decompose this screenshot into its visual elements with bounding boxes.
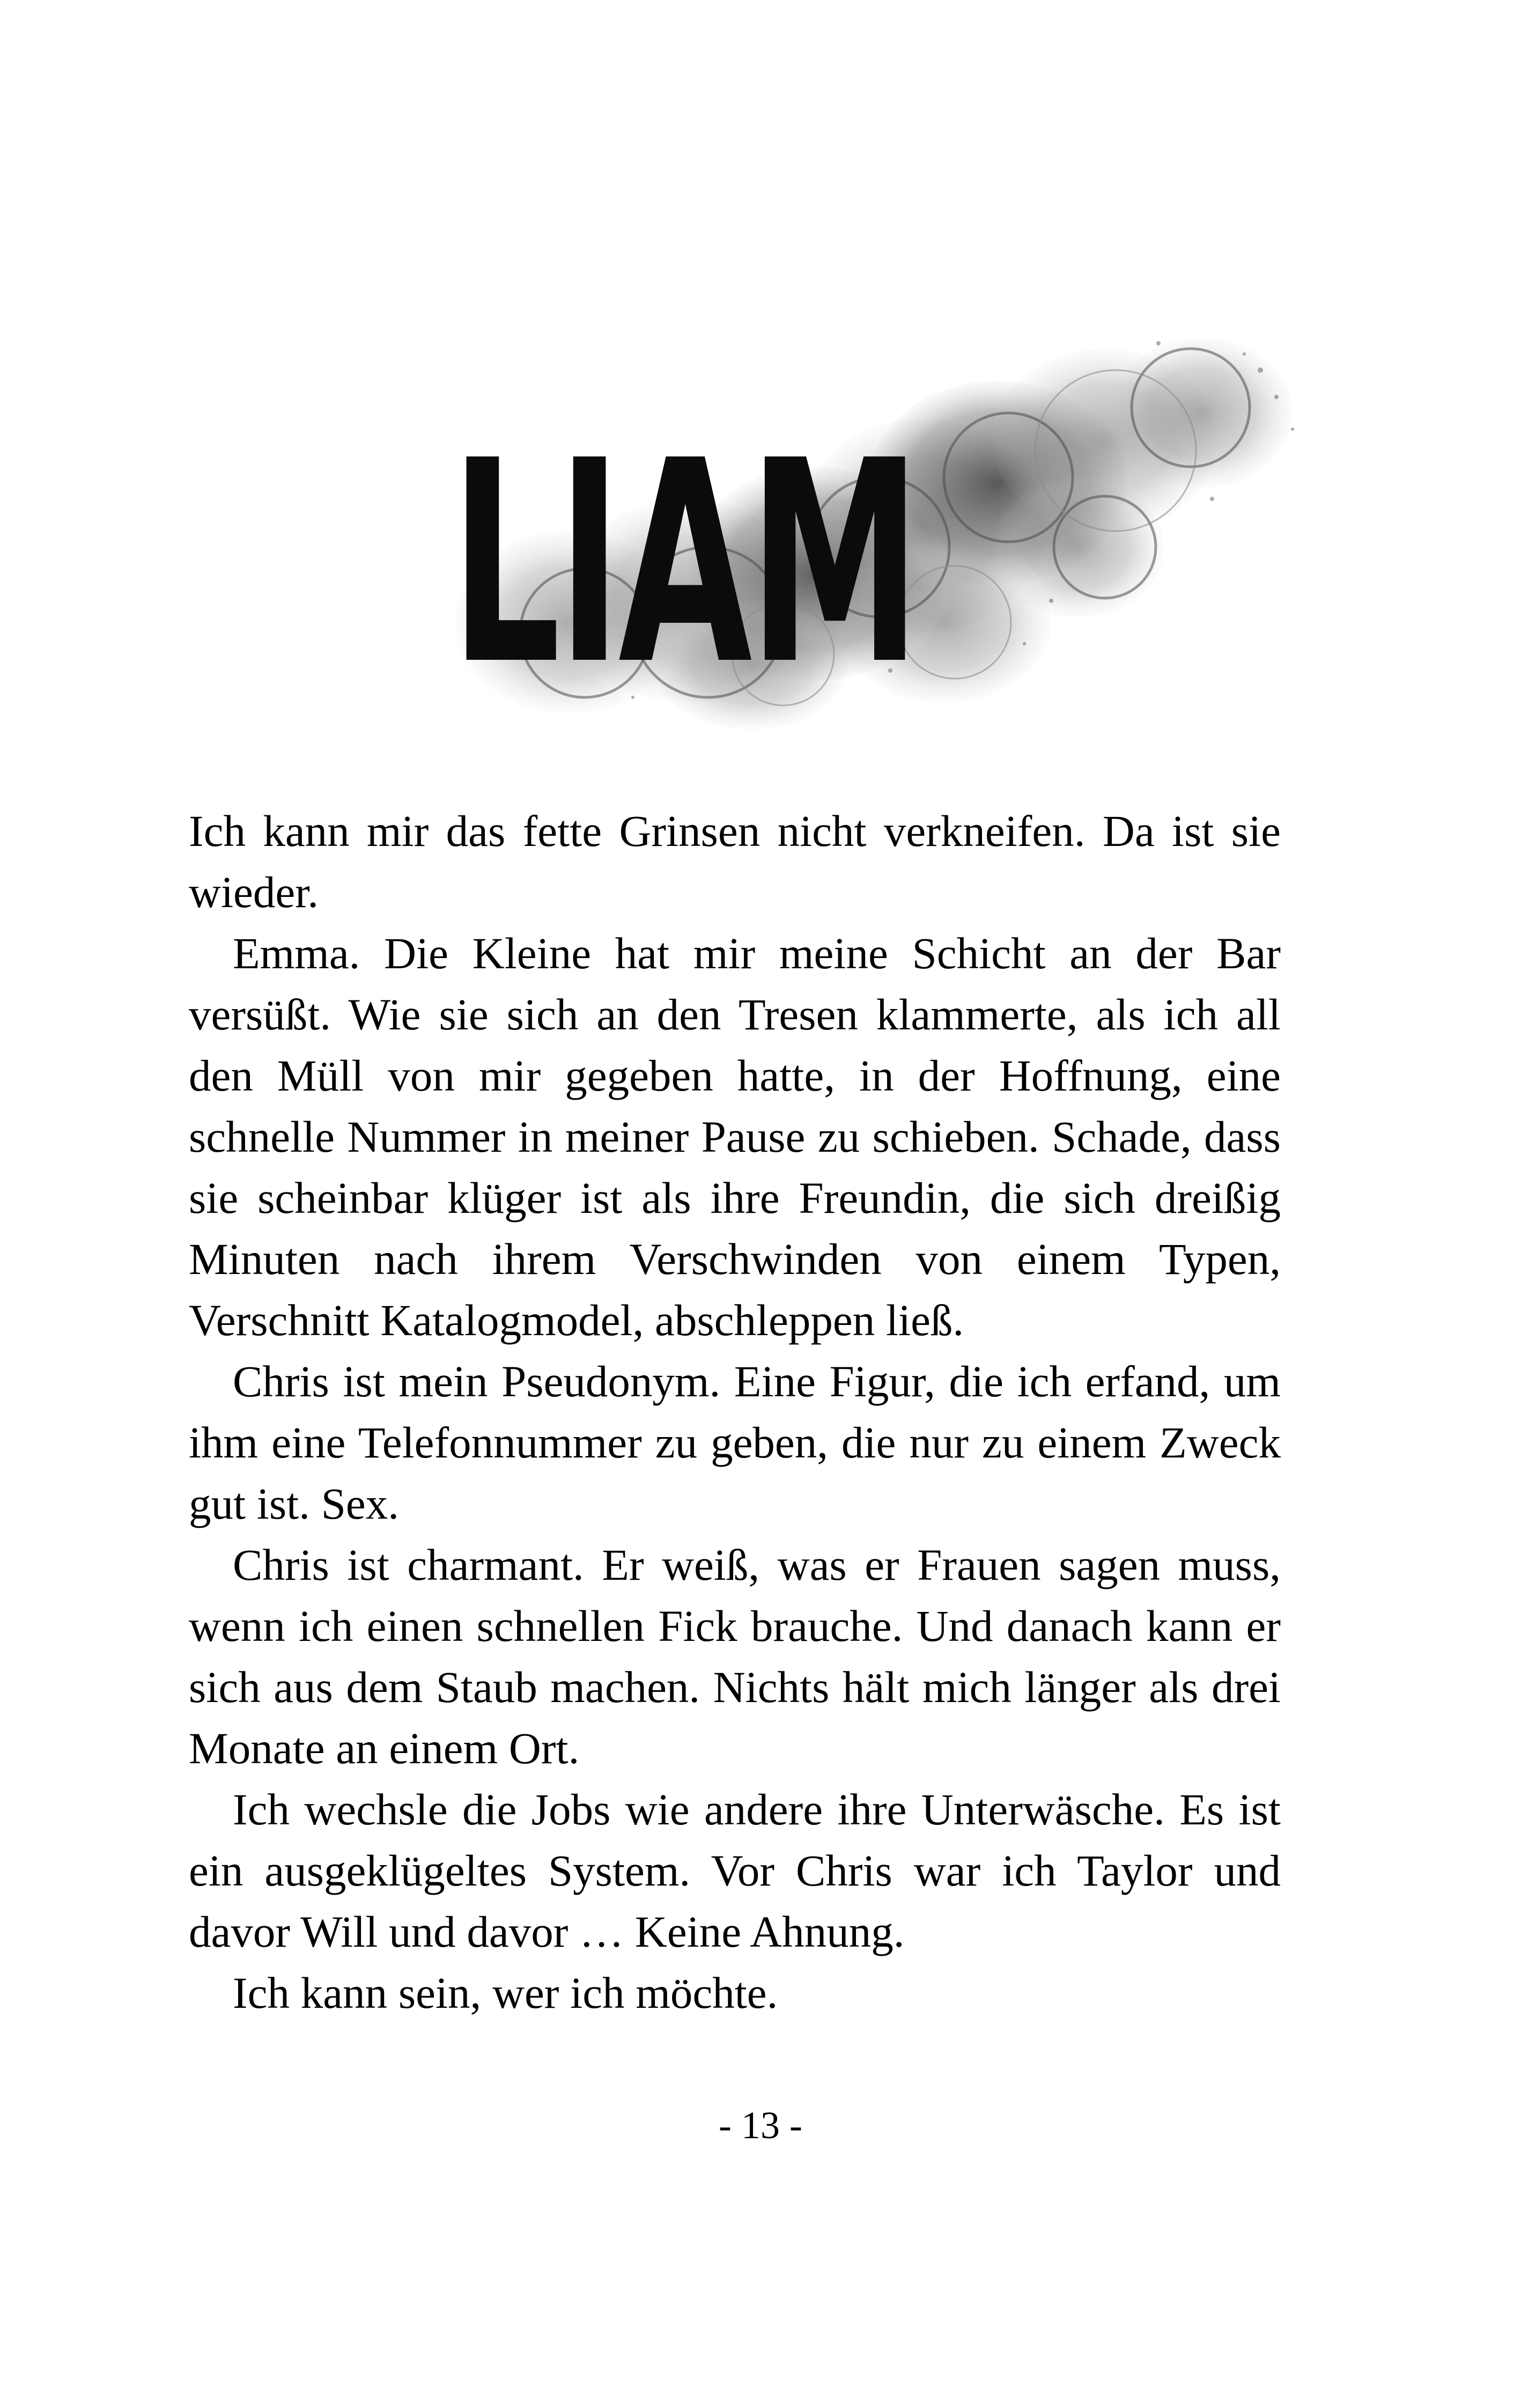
paragraph: Chris ist charmant. Er weiß, was er Frauen sagen muss, wenn ich einen schnellen Fick brauche. Und danach kann er sich aus dem Staub machen. Nichts hält mich länger als drei Monate an einem Ort. — [189, 1540, 1281, 1773]
paragraph: Ich kann sein, wer ich möchte. — [233, 1968, 778, 2017]
page-number: - 13 - — [719, 2104, 802, 2147]
paragraph: Ich kann mir das fette Grinsen nicht verkneifen. Da ist sie wieder. — [189, 806, 1281, 917]
paragraph: Emma. Die Kleine hat mir meine Schicht an der Bar versüßt. Wie sie sich an den Tresen klammerte, als ich all den Müll von mir gegeben hatte, in der Hoffnung, eine schnelle Nummer in meiner Pause zu schieben. Schade, dass sie scheinbar klüger ist als ihre Freundin, die sich dreißig Minuten nach ihrem Verschwinden von einem Typen, Verschnitt Katalogmodel, abschleppen ließ. — [189, 929, 1281, 1345]
paragraph: Chris ist mein Pseudonym. Eine Figur, die ich erfand, um ihm eine Telefonnummer zu geben, die nur zu einem Zweck gut ist. Sex. — [189, 1357, 1281, 1528]
chapter-title: LIAM — [451, 401, 918, 726]
body-text — [189, 800, 1281, 2023]
paragraph: Ich wechsle die Jobs wie andere ihre Unterwäsche. Es ist ein ausgeklügeltes System. Vor Chris war ich Taylor und davor Will und davor … Keine Ahnung. — [189, 1785, 1281, 1956]
